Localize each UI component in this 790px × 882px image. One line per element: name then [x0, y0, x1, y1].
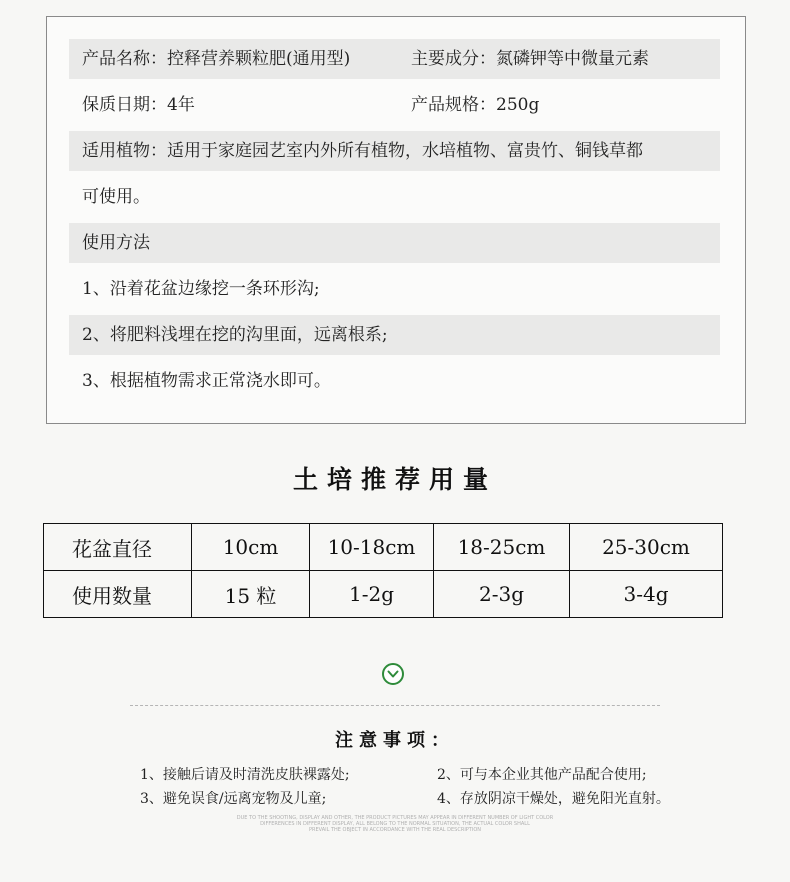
usage-step-1: 1、沿着花盆边缘挖一条环形沟;: [82, 279, 320, 299]
table-cell: 花盆直径: [44, 524, 192, 571]
table-cell: 10cm: [192, 524, 310, 571]
usage-step-3: 3、根据植物需求正常浇水即可。: [82, 371, 331, 391]
notes-title: 注意事项：: [335, 730, 455, 751]
info-row-shelf-life: [69, 85, 720, 125]
note-item-2: 2、可与本企业其他产品配合使用;: [437, 767, 647, 783]
note-item-1: 1、接触后请及时清洗皮肤裸露处;: [140, 767, 350, 783]
table-cell: 1-2g: [310, 571, 434, 618]
usage-step-2: 2、将肥料浅埋在挖的沟里面，远离根系;: [82, 325, 388, 345]
info-row-step-3: [69, 361, 720, 401]
usage-title: 使用方法: [82, 233, 150, 253]
info-row-step-1: [69, 269, 720, 309]
disclaimer-fineprint: [0, 815, 790, 833]
disclaimer-line-2: DIFFERENCES IN DIFFERENT DISPLAY, ALL BELONG TO THE NORMAL SITUATION, THE ACTUAL COLOR SHALL: [260, 821, 530, 827]
info-row-usage-title: [69, 223, 720, 263]
info-row-plants: [69, 131, 720, 171]
table-cell: 3-4g: [570, 571, 723, 618]
note-item-3: 3、避免误食/远离宠物及儿童;: [140, 791, 327, 807]
info-row-step-2: [69, 315, 720, 355]
table-cell: 25-30cm: [570, 524, 723, 571]
info-row-plants-cont: [69, 177, 720, 217]
table-cell: 2-3g: [434, 571, 570, 618]
info-applicable-plants: 适用植物：适用于家庭园艺室内外所有植物，水培植物、富贵竹、铜钱草都: [82, 141, 643, 161]
info-shelf-life: 保质日期：4年: [82, 95, 195, 115]
table-cell: 使用数量: [44, 571, 192, 618]
table-row: [44, 571, 723, 618]
info-applicable-plants-cont: 可使用。: [82, 187, 150, 207]
info-product-name: 产品名称：控释营养颗粒肥(通用型): [82, 49, 351, 69]
disclaimer-line-1: DUE TO THE SHOOTING, DISPLAY AND OTHER, THE PRODUCT PICTURES MAY APPEAR IN DIFFERENT NUMBER OF LIGHT COLOR: [236, 815, 554, 821]
table-cell: 18-25cm: [434, 524, 570, 571]
table-cell: 10-18cm: [310, 524, 434, 571]
table-row: [44, 524, 723, 571]
note-item-4: 4、存放阴凉干燥处，避免阳光直射。: [437, 791, 670, 807]
info-spec: 产品规格：250g: [411, 95, 540, 115]
dosage-table: [43, 523, 723, 618]
product-info-box: [46, 16, 746, 424]
dosage-title: 土培推荐用量: [292, 465, 497, 494]
disclaimer-line-3: PREVAIL THE OBJECT IN ACCORDANCE WITH THE REAL DESCRIPTION: [308, 827, 482, 833]
dashed-divider: [130, 705, 660, 706]
info-row-name: [69, 39, 720, 79]
table-cell: 15 粒: [192, 571, 310, 618]
info-main-ingredients: 主要成分：氮磷钾等中微量元素: [411, 49, 649, 69]
check-circle-icon: [382, 663, 404, 685]
